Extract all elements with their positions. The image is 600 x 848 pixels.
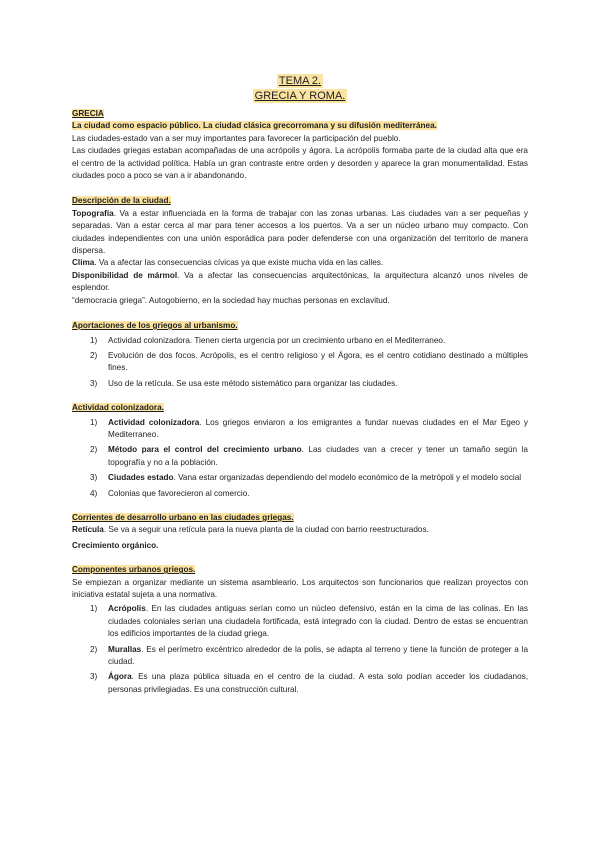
topografia-paragraph xyxy=(72,208,528,258)
list-label: Ciudades estado xyxy=(108,473,174,483)
corrientes-section xyxy=(72,512,528,552)
list-number: 3) xyxy=(90,378,98,388)
list-item xyxy=(72,603,528,640)
marmol-text: . Va a afectar las consecuencias arquitectónicas, la arquitectura alcanzó unos niveles de esplendor. xyxy=(72,270,528,293)
list-number: 2) xyxy=(90,445,98,455)
list-item xyxy=(72,644,528,669)
list-item xyxy=(72,335,528,347)
list-text: . Es el perímetro excéntrico alrededor de la polis, se adapta al terreno y tiene la función de proteger a la ciudad. xyxy=(108,644,528,667)
list-item xyxy=(72,444,528,469)
topografia-label: Topografía xyxy=(72,208,114,218)
list-item xyxy=(72,417,528,442)
grecia-paragraph-1: Las ciudades-estado van a ser muy importantes para favorecer la participación del pueblo. xyxy=(72,133,401,143)
list-text: . En las ciudades antiguas serían como un núcleo defensivo, están en la cima de las colinas. En las ciudades coloniales serían una ciudadela fortificada, está integrado con la ciudad. Dentro de estas se encuentran los edificios importantes de la ciudad griega. xyxy=(108,604,528,639)
marmol-paragraph xyxy=(72,270,528,295)
list-item xyxy=(72,488,528,500)
list-text: . Es una plaza pública situada en el centro de la ciudad. A esta solo podían acceder los ciudadanos, personas privilegiadas. Es una construcción cultural. xyxy=(108,672,528,694)
list-number: 3) xyxy=(90,473,98,483)
reticula-text: . Se va a seguir una retícula para la nueva planta de la ciudad con barrio reestructurados. xyxy=(103,525,429,535)
aportaciones-list xyxy=(72,335,528,391)
grecia-label: GRECIA xyxy=(72,109,104,118)
list-number: 2) xyxy=(90,644,98,654)
actividad-heading: Actividad colonizadora. xyxy=(72,403,164,413)
descripcion-heading: Descripción de la ciudad. xyxy=(72,196,171,206)
list-number: 1) xyxy=(90,335,98,345)
list-text: Uso de la retícula. Se usa este método sistemático para organizar las ciudades. xyxy=(108,378,398,388)
clima-paragraph xyxy=(72,257,528,269)
list-number: 4) xyxy=(90,488,98,498)
title-line-1: TEMA 2. xyxy=(278,75,322,87)
democracia-paragraph: “democracia griega”. Autogobierno, en la sociedad hay muchas personas en exclavitud. xyxy=(72,295,390,305)
crecimiento-organico: Crecimiento orgánico. xyxy=(72,540,159,550)
list-item xyxy=(72,350,528,375)
marmol-label: Disponibilidad de mármol xyxy=(72,270,178,280)
list-label: Ágora xyxy=(108,672,132,682)
corrientes-heading: Corrientes de desarrollo urbano en las ciudades griegas. xyxy=(72,512,294,522)
reticula-label: Retícula xyxy=(72,525,104,535)
list-text: Actividad colonizadora. Tienen cierta urgencia por un crecimiento urbano en el Mediterraneo. xyxy=(108,335,446,345)
list-label: Método para el control del crecimiento urbano xyxy=(108,445,302,455)
grecia-subtitle: La ciudad como espacio público. La ciudad clásica grecorromana y su difusión mediterránea. xyxy=(72,121,437,131)
componentes-list xyxy=(72,603,528,696)
list-label: Murallas xyxy=(108,644,142,654)
list-label: Actividad colonizadora xyxy=(108,417,200,427)
list-number: 1) xyxy=(90,604,98,614)
reticula-paragraph xyxy=(72,524,528,536)
actividad-section xyxy=(72,402,528,500)
descripcion-section xyxy=(72,195,528,307)
componentes-intro: Se empiezan a organizar mediante un sistema asambleario. Los arquitectos son funcionarios que realizan proyectos con iniciativa estatal sujeta a una normativa. xyxy=(72,577,528,599)
clima-text: . Va a afectar las consecuencias cívicas ya que existe mucha vida en las calles. xyxy=(94,258,384,268)
list-text: Evolución de dos focos. Acrópolis, es el centro religioso y el Ágora, es el centro cotidiano destinado a múltiples fines. xyxy=(108,350,528,373)
list-label: Acrópolis xyxy=(108,604,146,614)
componentes-heading: Componentes urbanos griegos. xyxy=(72,565,196,575)
componentes-section xyxy=(72,564,528,696)
list-item xyxy=(72,472,528,484)
list-item xyxy=(72,378,528,390)
aportaciones-section xyxy=(72,320,528,390)
document-title xyxy=(72,74,528,104)
topografia-text: . Va a estar influenciada en la forma de trabajar con las zonas urbanas. Las ciudades van a ser pequeñas y separadas. Van a estar cerca al mar para tener accesos a los puertos. Va a ser un núcleo urbano muy compacto. Con ciudades independientes con una unión esporádica para poder defenderse con una organización del territorio de manera dispersa. xyxy=(72,208,528,256)
list-text: Colonias que favorecieron al comercio. xyxy=(108,488,250,498)
list-number: 3) xyxy=(90,672,98,682)
list-text: . Vana estar organizadas dependiendo del modelo económico de la metrópoli y el modelo social xyxy=(173,473,522,483)
document-page xyxy=(72,74,528,699)
title-line-2: GRECIA Y ROMA. xyxy=(254,90,346,102)
list-item xyxy=(72,671,528,696)
list-text: . Los griegos enviaron a los emigrantes a fundar nuevas ciudades en el Mar Egeo y Mediterraneo. xyxy=(108,417,528,439)
list-number: 2) xyxy=(90,350,98,360)
actividad-list xyxy=(72,417,528,500)
grecia-paragraph-2: Las ciudades griegas estaban acompañadas de una acrópolis y ágora. La acrópolis formaba parte de la ciudad alta que era el centro de la actividad política. Había un gran contraste entre orden y desorden y aparece la gran monumentalidad. Estas ciudades poco a poco se van a ir abandonando. xyxy=(72,146,528,181)
aportaciones-heading: Aportaciones de los griegos al urbanismo. xyxy=(72,321,238,331)
list-text: . Las ciudades van a crecer y tener un tamaño según la topografía y no a la población. xyxy=(108,445,528,467)
grecia-section xyxy=(72,108,528,182)
clima-label: Clima xyxy=(72,258,95,268)
list-number: 1) xyxy=(90,417,98,427)
